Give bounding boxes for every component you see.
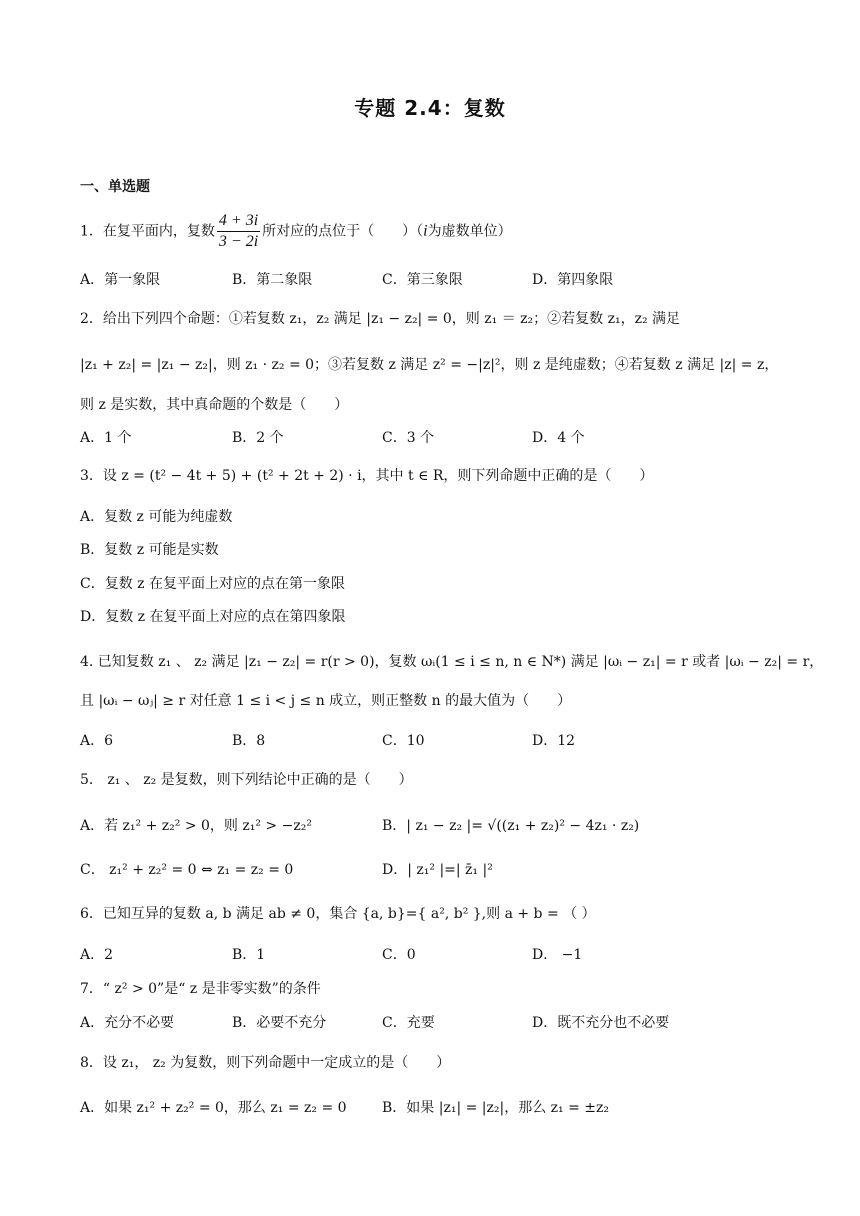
- q5-option-b: B．| z₁ − z₂ |= √((z₁ + z₂)² − 4z₁ · z₂): [382, 818, 640, 834]
- q6-line-1: 6．已知互异的复数 a, b 满足 ab ≠ 0，集合 {a, b}={ a², b² },则 a + b = （ ）: [80, 906, 596, 922]
- q6-option-b: B．1: [232, 947, 266, 963]
- q1-tail: 所对应的点位于（ ）（: [262, 223, 424, 240]
- page-title: 专题 2.4：复数: [354, 96, 506, 120]
- q4-option-b: B．8: [232, 733, 266, 749]
- q6-option-c: C．0: [382, 947, 416, 963]
- q7-line-1: 7．“ z² > 0”是“ z 是非零实数”的条件: [80, 981, 321, 997]
- q8-option-a: A．如果 z₁² + z₂² = 0，那么 z₁ = z₂ = 0: [80, 1100, 347, 1116]
- q4-option-c: C．10: [382, 733, 425, 749]
- question-1: [80, 212, 512, 251]
- q6-option-a: A．2: [80, 947, 114, 963]
- q2-line-3: 则 z 是实数，其中真命题的个数是（ ）: [80, 397, 349, 413]
- q7-option-d: D．既不充分也不必要: [532, 1015, 670, 1031]
- q7-option-c: C．充要: [382, 1015, 435, 1031]
- q6-option-d: D． −1: [532, 947, 583, 963]
- q3-option-d: D．复数 z 在复平面上对应的点在第四象限: [80, 609, 346, 625]
- q3-option-b: B．复数 z 可能是实数: [80, 542, 219, 558]
- q2-option-b: B．2 个: [232, 430, 284, 446]
- q1-imag-unit: i: [423, 222, 428, 240]
- q4-line-1: 4. 已知复数 z₁ 、 z₂ 满足 |z₁ − z₂| = r(r > 0)，复数 ωᵢ(1 ≤ i ≤ n, n ∈ N*) 满足 |ωᵢ − z₁| = r 或者 |ωᵢ − z₂| = r，: [80, 654, 824, 670]
- q2-line-1: 2．给出下列四个命题：①若复数 z₁，z₂ 满足 |z₁ − z₂| = 0，则 z₁ ＝ z₂；②若复数 z₁，z₂ 满足: [80, 311, 681, 327]
- q1-option-b: B．第二象限: [232, 272, 313, 288]
- q1-option-c: C．第三象限: [382, 272, 463, 288]
- q8-line-1: 8．设 z₁， z₂ 为复数，则下列命题中一定成立的是（ ）: [80, 1055, 451, 1071]
- q1-option-a: A．第一象限: [80, 272, 161, 288]
- q4-line-2: 且 |ωᵢ − ωⱼ| ≥ r 对任意 1 ≤ i < j ≤ n 成立，则正整数 n 的最大值为（ ）: [80, 693, 572, 709]
- section-heading: 一、单选题: [80, 179, 150, 195]
- q8-option-b: B．如果 |z₁| = |z₂|，那么 z₁ = ±z₂: [382, 1100, 610, 1116]
- q1-lead: 1．在复平面内，复数: [80, 223, 215, 240]
- q2-option-d: D．4 个: [532, 430, 585, 446]
- q5-option-a: A．若 z₁² + z₂² > 0，则 z₁² > −z₂²: [80, 818, 312, 834]
- q5-option-d: D．| z₁² |=| z̄₁ |²: [382, 862, 493, 878]
- q1-tail2: 为虚数单位）: [427, 223, 512, 240]
- q1-denominator: 3 − 2i: [218, 233, 259, 250]
- q1-numerator: 4 + 3i: [217, 212, 260, 232]
- q4-option-d: D．12: [532, 733, 576, 749]
- q3-line-1: 3．设 z = (t² − 4t + 5) + (t² + 2t + 2) · i，其中 t ∈ R，则下列命题中正确的是（ ）: [80, 468, 654, 484]
- q2-line-2: |z₁ + z₂| = |z₁ − z₂|，则 z₁ · z₂ = 0；③若复数 z 满足 z² = −|z|²，则 z 是纯虚数；④若复数 z 满足 |z| = z，: [80, 357, 779, 373]
- q3-option-c: C．复数 z 在复平面上对应的点在第一象限: [80, 576, 345, 592]
- q3-option-a: A．复数 z 可能为纯虚数: [80, 509, 233, 525]
- q2-option-c: C．3 个: [382, 430, 435, 446]
- q5-option-c: C． z₁² + z₂² = 0 ⇔ z₁ = z₂ = 0: [80, 862, 294, 878]
- q5-line-1: 5． z₁ 、 z₂ 是复数，则下列结论中正确的是（ ）: [80, 772, 413, 788]
- q1-option-d: D．第四象限: [532, 272, 614, 288]
- q7-option-a: A．充分不必要: [80, 1015, 175, 1031]
- q4-option-a: A．6: [80, 733, 114, 749]
- q2-option-a: A．1 个: [80, 430, 132, 446]
- q1-fraction: [217, 212, 260, 251]
- q7-option-b: B．必要不充分: [232, 1015, 327, 1031]
